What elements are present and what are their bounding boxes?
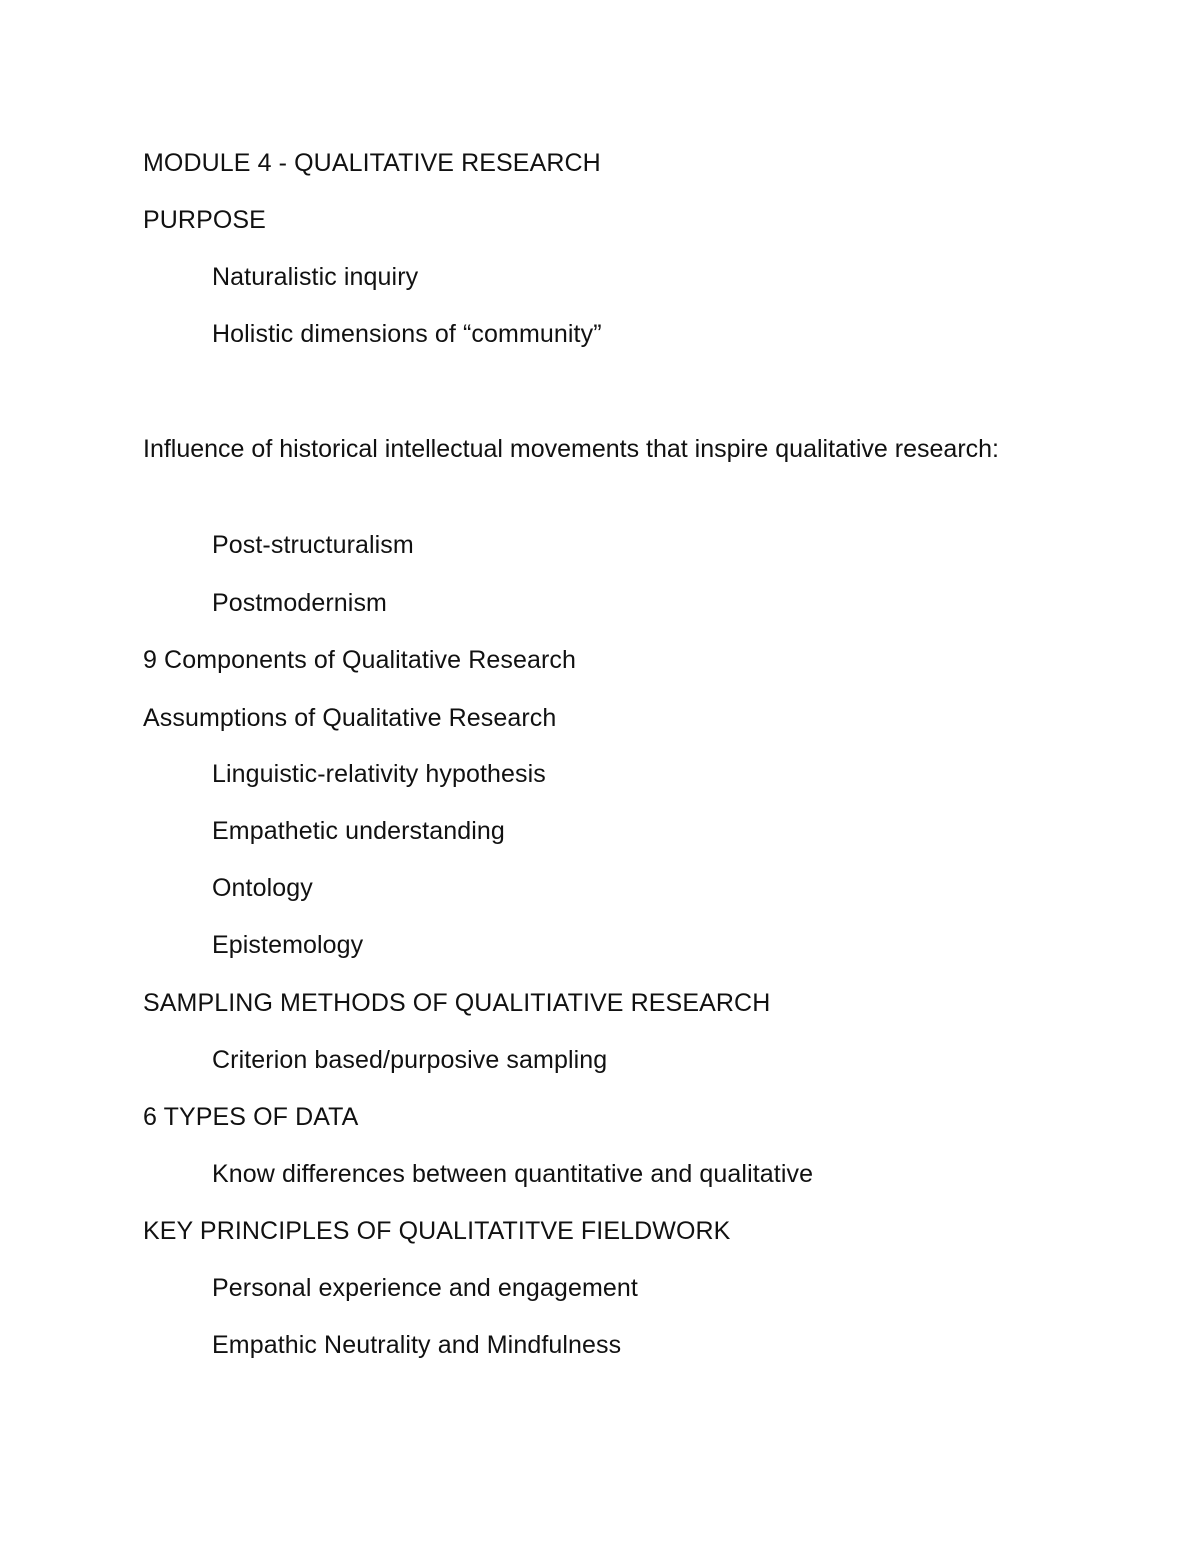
- list-item: Naturalistic inquiry: [212, 263, 419, 291]
- list-item: Criterion based/purposive sampling: [212, 1046, 608, 1074]
- list-item: Holistic dimensions of “community”: [212, 320, 602, 348]
- list-item: Postmodernism: [212, 589, 387, 617]
- list-item: Linguistic-relativity hypothesis: [212, 760, 546, 788]
- list-item: Post-structuralism: [212, 531, 414, 559]
- list-item: Empathetic understanding: [212, 817, 505, 845]
- section-heading-purpose: PURPOSE: [143, 206, 266, 234]
- list-item: Personal experience and engagement: [212, 1274, 638, 1302]
- document-title: MODULE 4 - QUALITATIVE RESEARCH: [143, 149, 601, 177]
- list-item: Empathic Neutrality and Mindfulness: [212, 1331, 622, 1359]
- section-heading-components: 9 Components of Qualitative Research: [143, 646, 576, 674]
- section-heading-sampling: SAMPLING METHODS OF QUALITIATIVE RESEARCH: [143, 989, 771, 1017]
- influence-paragraph: Influence of historical intellectual movements that inspire qualitative research:: [143, 435, 999, 463]
- list-item: Know differences between quantitative and qualitative: [212, 1160, 814, 1188]
- list-item: Ontology: [212, 874, 313, 902]
- section-heading-data-types: 6 TYPES OF DATA: [143, 1103, 359, 1131]
- section-heading-assumptions: Assumptions of Qualitative Research: [143, 704, 557, 732]
- section-heading-fieldwork: KEY PRINCIPLES OF QUALITATITVE FIELDWORK: [143, 1217, 731, 1245]
- list-item: Epistemology: [212, 931, 364, 959]
